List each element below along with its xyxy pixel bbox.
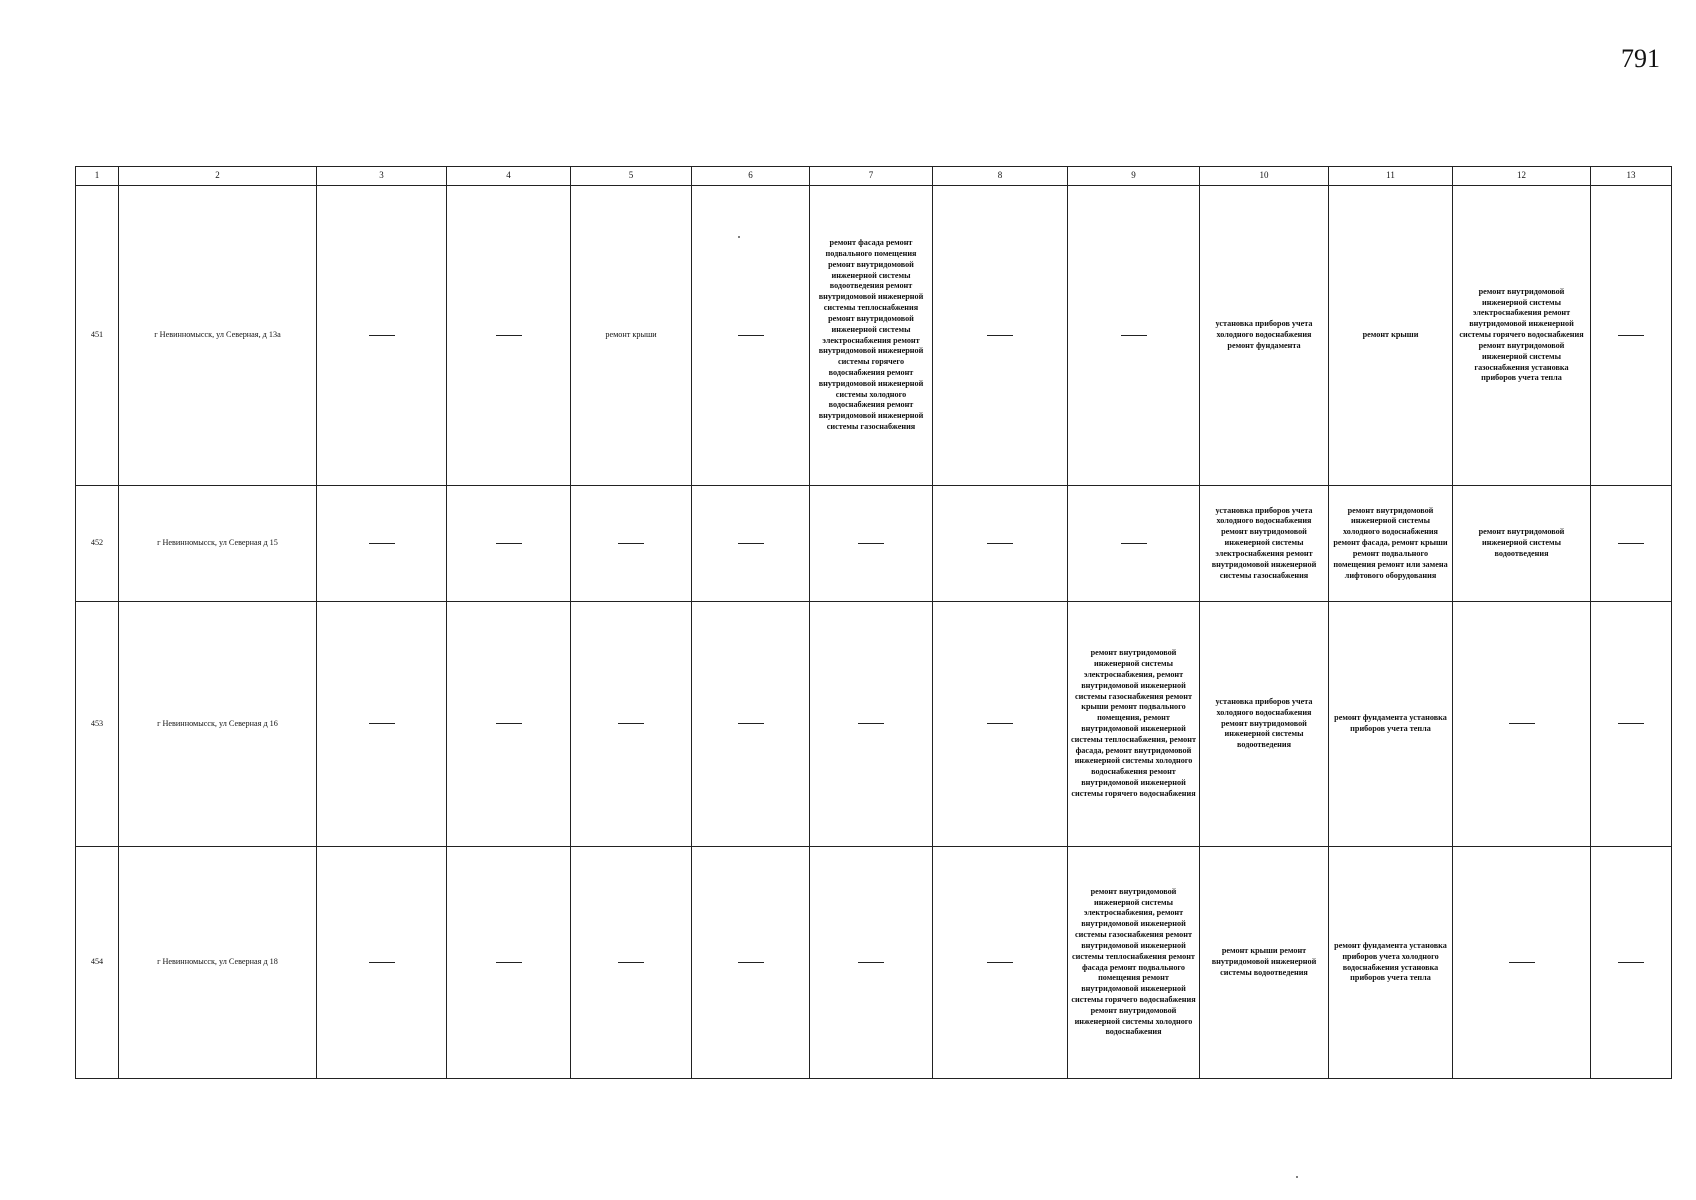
table-row: [76, 486, 1672, 602]
empty-dash: [369, 962, 395, 963]
cell-col-13: [1591, 602, 1672, 847]
empty-dash: [496, 962, 522, 963]
cell-col-3: [317, 486, 447, 602]
empty-dash: [1618, 723, 1644, 724]
row-address: г Невинномысск, ул Северная д 16: [119, 602, 317, 847]
column-header: 8: [933, 167, 1068, 186]
column-header: 7: [810, 167, 933, 186]
row-address: г Невинномысск, ул Северная д 18: [119, 847, 317, 1079]
column-header: 12: [1453, 167, 1591, 186]
empty-dash: [738, 962, 764, 963]
empty-dash: [738, 723, 764, 724]
cell-col-13: [1591, 486, 1672, 602]
column-header: 13: [1591, 167, 1672, 186]
cell-col-8: [933, 602, 1068, 847]
cell-col-9: ремонт внутридомовой инженерной системы электроснабжения, ремонт внутридомовой инженерной системы газоснабжения ремонт крыши ремонт подвального помещения, ремонт внутридомовой инженерной системы теплоснабжения, ремонт фасада, ремонт внутридомовой инженерной системы холодного водоснабжения ремонт внутридомовой инженерной системы горячего водоснабжения: [1068, 602, 1200, 847]
cell-col-13: [1591, 847, 1672, 1079]
empty-dash: [369, 723, 395, 724]
empty-dash: [369, 335, 395, 336]
cell-col-3: [317, 602, 447, 847]
column-header: 5: [571, 167, 692, 186]
cell-col-11: ремонт фундамента установка приборов учета тепла: [1329, 602, 1453, 847]
empty-dash: [496, 723, 522, 724]
cell-col-7: [810, 602, 933, 847]
cell-col-6: [692, 847, 810, 1079]
cell-col-6: [692, 486, 810, 602]
row-address: г Невинномысск, ул Северная, д 13а: [119, 186, 317, 486]
cell-col-5: ремонт крыши: [571, 186, 692, 486]
table-row: [76, 602, 1672, 847]
empty-dash: [987, 335, 1013, 336]
cell-col-6: [692, 602, 810, 847]
column-number-header-row: [76, 167, 1672, 186]
cell-col-7: ремонт фасада ремонт подвального помещения ремонт внутридомовой инженерной системы водоотведения ремонт внутридомовой инженерной системы теплоснабжения ремонт внутридомовой инженерной системы электроснабжения ремонт внутридомовой инженерной системы горячего водоснабжения ремонт внутридомовой инженерной системы холодного водоснабжения ремонт внутридомовой инженерной системы газоснабжения: [810, 186, 933, 486]
empty-dash: [987, 543, 1013, 544]
cell-col-12: ремонт внутридомовой инженерной системы электроснабжения ремонт внутридомовой инженерной системы горячего водоснабжения ремонт внутридомовой инженерной системы газоснабжения установка приборов учета тепла: [1453, 186, 1591, 486]
cell-col-7: [810, 847, 933, 1079]
column-header: 10: [1200, 167, 1329, 186]
cell-col-10: установка приборов учета холодного водоснабжения ремонт внутридомовой инженерной системы водоотведения: [1200, 602, 1329, 847]
cell-col-7: [810, 486, 933, 602]
empty-dash: [618, 962, 644, 963]
cell-col-5: [571, 847, 692, 1079]
table-row: [76, 186, 1672, 486]
empty-dash: [738, 543, 764, 544]
column-header: 4: [447, 167, 571, 186]
cell-col-9: ремонт внутридомовой инженерной системы электроснабжения, ремонт внутридомовой инженерной системы газоснабжения ремонт внутридомовой инженерной системы теплоснабжения ремонт фасада ремонт подвального помещения ремонт внутридомовой инженерной системы горячего водоснабжения ремонт внутридомовой инженерной системы холодного водоснабжения: [1068, 847, 1200, 1079]
row-number: 451: [76, 186, 119, 486]
column-header: 1: [76, 167, 119, 186]
cell-col-11: ремонт крыши: [1329, 186, 1453, 486]
cell-col-12: ремонт внутридомовой инженерной системы водоотведения: [1453, 486, 1591, 602]
cell-col-11: ремонт фундамента установка приборов учета холодного водоснабжения установка приборов учета тепла: [1329, 847, 1453, 1079]
empty-dash: [618, 543, 644, 544]
empty-dash: [1618, 543, 1644, 544]
column-header: 6: [692, 167, 810, 186]
cell-col-5: [571, 602, 692, 847]
cell-col-12: [1453, 847, 1591, 1079]
empty-dash: [858, 962, 884, 963]
cell-col-10: ремонт крыши ремонт внутридомовой инженерной системы водоотведения: [1200, 847, 1329, 1079]
empty-dash: [987, 962, 1013, 963]
cell-col-6: [692, 186, 810, 486]
cell-col-10: установка приборов учета холодного водоснабжения ремонт внутридомовой инженерной системы электроснабжения ремонт внутридомовой инженерной системы газоснабжения: [1200, 486, 1329, 602]
empty-dash: [1618, 335, 1644, 336]
column-header: 9: [1068, 167, 1200, 186]
cell-col-4: [447, 186, 571, 486]
cell-col-4: [447, 602, 571, 847]
cell-col-12: [1453, 602, 1591, 847]
cell-col-3: [317, 847, 447, 1079]
empty-dash: [738, 335, 764, 336]
scan-speck: [1296, 1176, 1298, 1178]
cell-col-4: [447, 486, 571, 602]
empty-dash: [858, 723, 884, 724]
empty-dash: [858, 543, 884, 544]
cell-col-13: [1591, 186, 1672, 486]
empty-dash: [1509, 723, 1535, 724]
column-header: 2: [119, 167, 317, 186]
scan-speck: [738, 236, 740, 238]
cell-col-8: [933, 847, 1068, 1079]
table-row: [76, 847, 1672, 1079]
row-address: г Невинномысск, ул Северная д 15: [119, 486, 317, 602]
empty-dash: [1509, 962, 1535, 963]
empty-dash: [987, 723, 1013, 724]
cell-col-5: [571, 486, 692, 602]
cell-col-10: установка приборов учета холодного водоснабжения ремонт фундамента: [1200, 186, 1329, 486]
empty-dash: [618, 723, 644, 724]
column-header: 3: [317, 167, 447, 186]
cell-col-9: [1068, 186, 1200, 486]
empty-dash: [1121, 335, 1147, 336]
empty-dash: [1121, 543, 1147, 544]
cell-col-11: ремонт внутридомовой инженерной системы холодного водоснабжения ремонт фасада, ремонт крыши ремонт подвального помещения ремонт или замена лифтового оборудования: [1329, 486, 1453, 602]
page-number: 791: [1621, 44, 1660, 73]
cell-col-3: [317, 186, 447, 486]
row-number: 452: [76, 486, 119, 602]
empty-dash: [496, 543, 522, 544]
empty-dash: [1618, 962, 1644, 963]
column-header: 11: [1329, 167, 1453, 186]
cell-col-8: [933, 186, 1068, 486]
cell-col-4: [447, 847, 571, 1079]
repair-schedule-table: [75, 166, 1672, 1079]
cell-col-9: [1068, 486, 1200, 602]
empty-dash: [369, 543, 395, 544]
empty-dash: [496, 335, 522, 336]
row-number: 453: [76, 602, 119, 847]
row-number: 454: [76, 847, 119, 1079]
cell-col-8: [933, 486, 1068, 602]
